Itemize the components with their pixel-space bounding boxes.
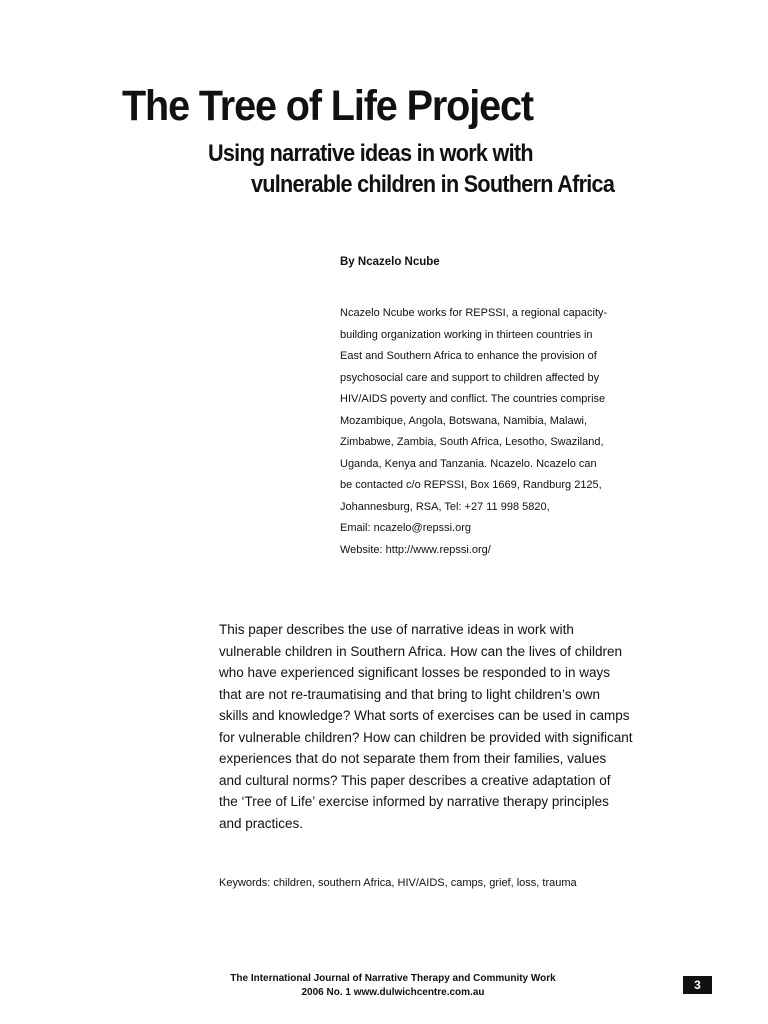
author-byline: By Ncazelo Ncube: [340, 256, 440, 268]
abstract-line: experiences that do not separate them from their families, values: [219, 751, 607, 766]
abstract-line: This paper describes the use of narrative ideas in work with: [219, 622, 574, 637]
abstract-line: for vulnerable children? How can children be provided with significant: [219, 729, 633, 745]
abstract-line: and practices.: [219, 815, 304, 831]
article-subtitle-line-1: Using narrative ideas in work with: [208, 140, 533, 167]
abstract-line: vulnerable children in Southern Africa. How can the lives of children: [219, 643, 622, 659]
author-bio: [340, 303, 620, 561]
keywords: Keywords: children, southern Africa, HIV/AIDS, camps, grief, loss, trauma: [219, 877, 577, 889]
bio-line: psychosocial care and support to children affected by: [340, 371, 600, 384]
article-subtitle-line-2: vulnerable children in Southern Africa: [251, 171, 615, 198]
abstract-line: who have experienced significant losses be responded to in ways: [219, 665, 610, 680]
bio-line: HIV/AIDS poverty and conflict. The countries comprise: [340, 393, 606, 405]
bio-line: Johannesburg, RSA, Tel: +27 11 998 5820,: [340, 500, 550, 513]
abstract-line: skills and knowledge? What sorts of exercises can be used in camps: [219, 708, 630, 723]
bio-line: Mozambique, Angola, Botswana, Namibia, Malawi,: [340, 414, 588, 427]
footer-issue-info: 2006 No. 1 www.dulwichcentre.com.au: [301, 987, 485, 998]
abstract: [219, 619, 649, 834]
page-number: 3: [683, 976, 712, 994]
bio-line: East and Southern Africa to enhance the provision of: [340, 350, 597, 362]
bio-line: Zimbabwe, Zambia, South Africa, Lesotho, Swaziland,: [340, 436, 604, 448]
bio-website[interactable]: Website: http://www.repssi.org/: [340, 543, 491, 556]
page-footer: [180, 972, 606, 1000]
abstract-line: that are not re-traumatising and that bring to light children’s own: [219, 686, 600, 702]
abstract-line: and cultural norms? This paper describes a creative adaptation of: [219, 772, 611, 788]
bio-line: building organization working in thirteen countries in: [340, 328, 593, 341]
bio-line: be contacted c/o REPSSI, Box 1669, Randburg 2125,: [340, 479, 602, 491]
abstract-line: the ‘Tree of Life’ exercise informed by narrative therapy principles: [219, 794, 609, 809]
bio-line: Uganda, Kenya and Tanzania. Ncazelo. Ncazelo can: [340, 457, 597, 470]
bio-line: Ncazelo Ncube works for REPSSI, a regional capacity-: [340, 307, 608, 319]
article-title: The Tree of Life Project: [122, 82, 533, 130]
footer-journal-title: The International Journal of Narrative Therapy and Community Work: [230, 973, 556, 984]
bio-email[interactable]: Email: ncazelo@repssi.org: [340, 522, 471, 534]
